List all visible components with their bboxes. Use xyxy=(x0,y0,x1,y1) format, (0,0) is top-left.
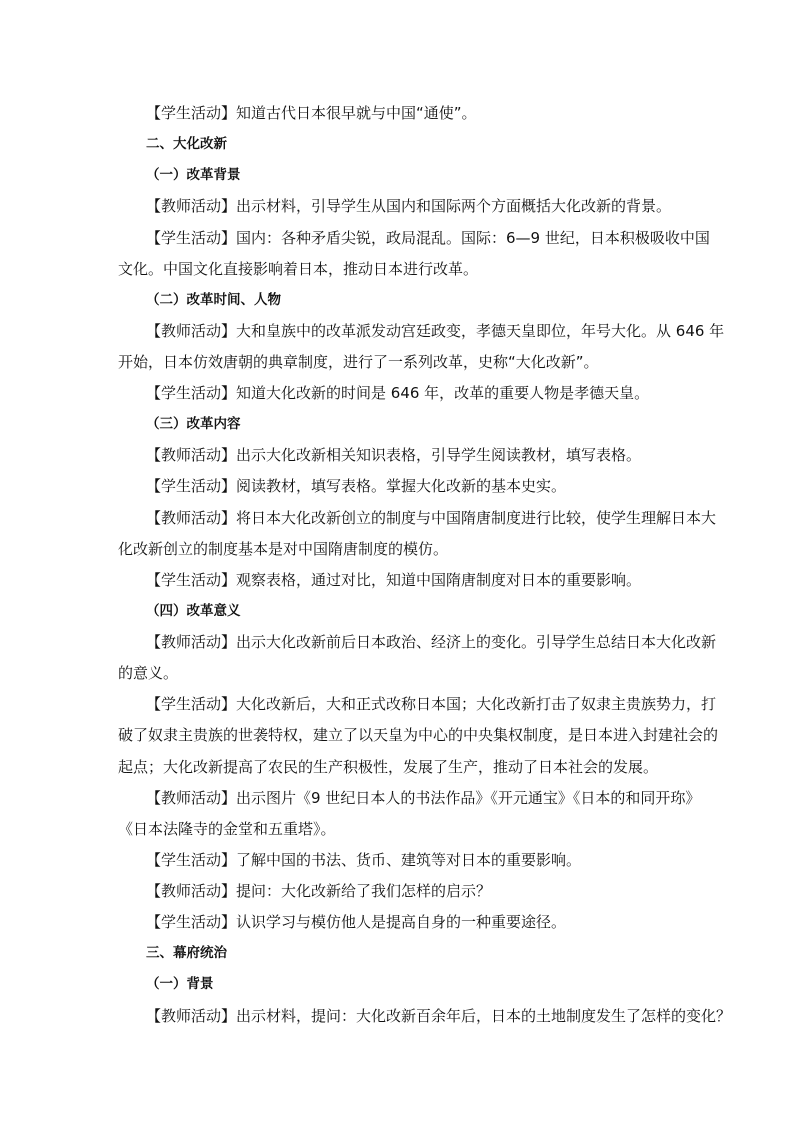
subsection-heading: （三）改革内容 xyxy=(146,416,241,432)
text-line: 【学生活动】观察表格，通过对比，知道中国隋唐制度对日本的重要影响。 xyxy=(146,571,642,589)
text-line: 【教师活动】提问：大化改新给了我们怎样的启示？ xyxy=(146,882,492,900)
text-line: 起点；大化改新提高了农民的生产积极性，发展了生产，推动了日本社会的发展。 xyxy=(118,758,659,776)
text-line: 【学生活动】国内：各种矛盾尖锐，政局混乱。国际：6—9 世纪，日本积极吸收中国 xyxy=(146,229,710,247)
text-line: 【教师活动】出示材料，引导学生从国内和国际两个方面概括大化改新的背景。 xyxy=(146,197,672,215)
text-line: 【学生活动】大化改新后，大和正式改称日本国；大化改新打击了奴隶主贵族势力，打 xyxy=(146,695,717,713)
text-line: 【学生活动】知道大化改新的时间是 646 年，改革的重要人物是孝德天皇。 xyxy=(146,384,650,402)
text-line: 的意义。 xyxy=(118,664,179,682)
section-heading: 三、幕府统治 xyxy=(146,945,227,961)
text-line: 开始，日本仿效唐朝的典章制度，进行了一系列改革，史称“大化改新”。 xyxy=(118,353,599,371)
text-line: 【教师活动】大和皇族中的改革派发动宫廷政变，孝德天皇即位，年号大化。从 646 年 xyxy=(146,322,725,340)
section-heading: 二、大化改新 xyxy=(146,136,227,152)
text-line: 【教师活动】出示大化改新相关知识表格，引导学生阅读教材，填写表格。 xyxy=(146,446,642,464)
subsection-heading: （四）改革意义 xyxy=(146,603,241,619)
text-line: 【学生活动】阅读教材，填写表格。掌握大化改新的基本史实。 xyxy=(146,477,567,495)
text-line: 【教师活动】将日本大化改新创立的制度与中国隋唐制度进行比较，使学生理解日本大 xyxy=(146,509,717,527)
subsection-heading: （二）改革时间、人物 xyxy=(146,292,281,308)
text-line: 【学生活动】了解中国的书法、货币、建筑等对日本的重要影响。 xyxy=(146,851,582,869)
text-line: 破了奴隶主贵族的世袭特权，建立了以天皇为中心的中央集权制度，是日本进入封建社会的 xyxy=(118,726,719,744)
text-line: 【教师活动】出示大化改新前后日本政治、经济上的变化。引导学生总结日本大化改新 xyxy=(146,633,717,651)
text-line: 【教师活动】出示材料，提问：大化改新百余年后，日本的土地制度发生了怎样的变化？ xyxy=(146,1007,732,1025)
text-line: 【学生活动】认识学习与模仿他人是提高自身的一种重要途径。 xyxy=(146,913,567,931)
text-line: 【学生活动】知道古代日本很早就与中国“通使”。 xyxy=(146,104,477,122)
text-line: 《日本法隆寺的金堂和五重塔》。 xyxy=(118,820,336,838)
text-line: 文化。中国文化直接影响着日本，推动日本进行改革。 xyxy=(118,260,479,278)
text-line: 化改新创立的制度基本是对中国隋唐制度的模仿。 xyxy=(118,540,449,558)
subsection-heading: （一）背景 xyxy=(146,976,214,992)
text-line: 【教师活动】出示图片《9 世纪日本人的书法作品》《开元通宝》《日本的和同开珎》 xyxy=(146,789,701,807)
subsection-heading: （一）改革背景 xyxy=(146,167,241,183)
